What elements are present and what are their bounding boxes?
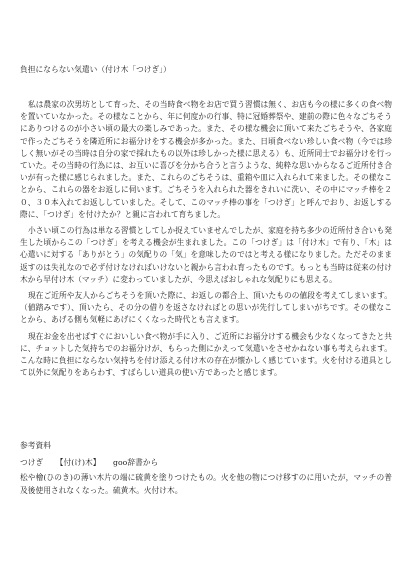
paragraph-tsukegi-meaning: 小さい頃この行為は単なる習慣としてしか捉えていませんでしたが、家庭を持ち多少の近所付き合いも発生した頃からこの「つけぎ」を考える機会が生まれました。この「つけぎ」は「付け木」で有り、「木」は心遣いに対する「ありがとう」の気配りの「気」を意味したのではと考える様になりました。ただそのまま返すのは失礼なので必ず付けなければいけないと親から言われ育ったものです。もっとも当時は従来の付け木から早付け木（マッチ）に変わっていましたが、今思えばおしゃれな気配りにも思える。 [20, 226, 392, 284]
entry-source: goo辞書から [113, 458, 159, 468]
dictionary-entry [20, 457, 392, 469]
entry-kanji: 【付(け)木】 [55, 458, 101, 468]
reference-heading: 参考資料 [20, 441, 51, 450]
paragraph-present-day: 現在ご近所や友人からごちそうを頂いた際に、お返しの都合上、頂いたものの値段を考えてしまいます。（値踏みです）、頂いたら、その分の借りを返さなければとの思いが先行してしまいがちです。その様なことから、あげる側も気軽にあげにくくなった時代とも言えます。 [20, 291, 392, 325]
essay-body [20, 99, 392, 383]
paragraph-upbringing: 私は農家の次男坊として育った、その当時食べ物をお店で買う習慣は無く、お店も今の様に多くの食べ物を置いていなかった。その様なことから、年に何度かの行事、特に冠婚葬祭や、建前の際に色々なごちそうにありつけるのが小さい頃の最大の楽しみであった。また、その様な機会に頂いて来たごちそうや、各家庭で作ったごちそうを隣近所にお福分けをする機会が多かった。また、日頃食べない珍しい食べ物（今では珍しく無いがその当時は自分の家で採れたもの以外は珍しかった様に思える）も、近所同士でお福分けを行っていた。その当時の行為には、お互いに喜びを分かち合うと言うような、純粋な思いからなるご近所付き合いが有った様に感じられました。また、これらのごちそうは、重箱や皿に入れられて来ました。その様なことから、これらの器をお返しに伺います。ごちそうを入れられた器をきれいに洗い、その中にマッチ棒を２０、３０本入れてお返ししていました。そして、このマッチ棒の事を「つけぎ」と呼んでおり、お返しする際に、「つけぎ」を付けたか？と親に言われて育ちました。 [20, 100, 392, 219]
document-title: 負担にならない気遣い（付け木「つけぎ」） [20, 65, 171, 74]
reference-section [20, 440, 392, 497]
entry-term: つけぎ [20, 458, 44, 468]
paragraph-conclusion: 現在お金を出せばすぐにおいしい食べ物が手に入り、ご近所にお福分けする機会も少なくなってきたと共に、チョットした気持ちでのお福分けが、もらった側にかえって気遣いをさせかねない事も考えられます。こんな時に負担にならない気持ちを付け添える付け木の存在が懐かしく感じています。火を付ける道具として以外に気配りをあらわす、すばらしい道具の使い方であったと感じます。 [20, 331, 392, 378]
entry-definition: 松や檜(ひのき)の薄い木片の端に硫黄を塗りつけたもの。火を他の物につけ移すのに用いたが，マッチの普及後使用されなくなった。硫黄木。火付け木。 [20, 473, 392, 495]
